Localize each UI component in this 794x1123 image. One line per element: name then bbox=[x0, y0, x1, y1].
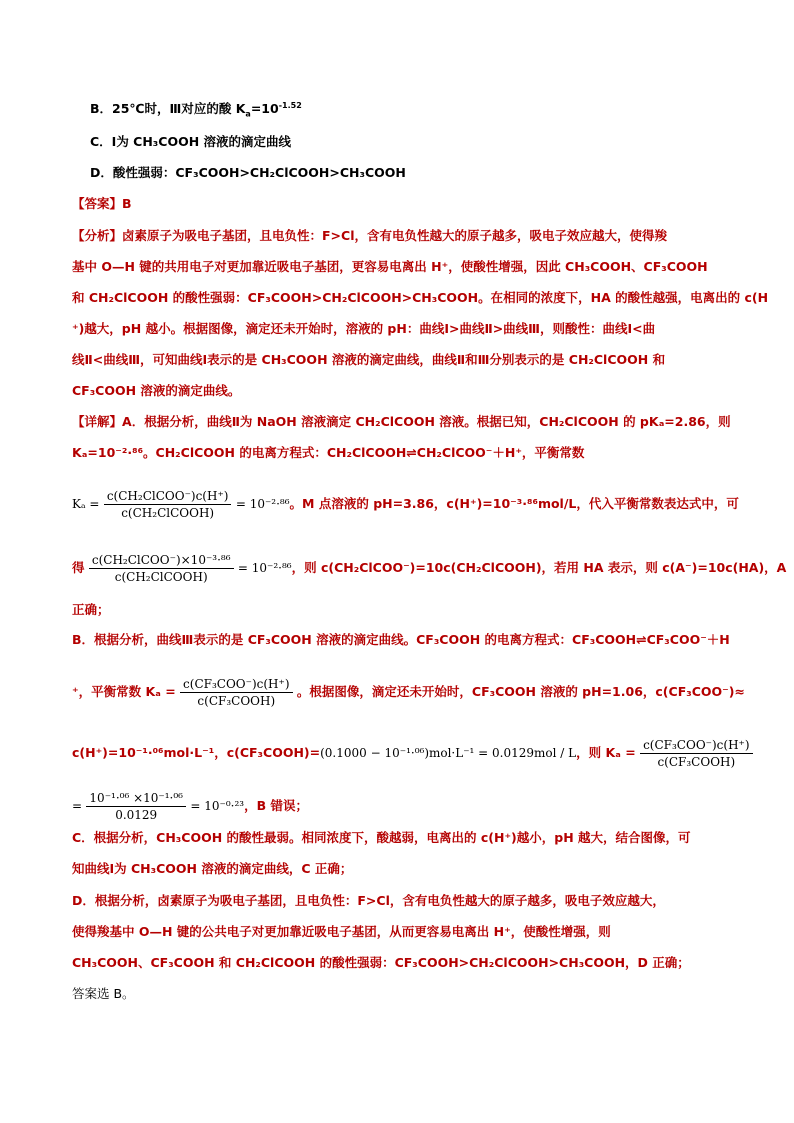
cf3-ka-fraction: $\frac{\text{c(CF₃COO⁻)c(H⁺)}}{\text{c(CF₃COOH)}}$ bbox=[180, 676, 292, 709]
analysis-line-1: 【分析】卤素原子为吸电子基团，且电负性：F>Cl，含有电负性越大的原子越多，吸电子效应越大，使得羧 bbox=[72, 228, 667, 243]
analysis-line-5: 线Ⅱ<曲线Ⅲ，可知曲线Ⅰ表示的是 CH₃COOH 溶液的滴定曲线，曲线Ⅱ和Ⅲ分别表示的是 CH₂ClCOOH 和 bbox=[72, 352, 666, 367]
analysis-line-2: 基中 O—H 键的共用电子对更加靠近吸电子基团，更容易电离出 H⁺，使酸性增强，因此 CH₃COOH、CF₃COOH bbox=[72, 259, 708, 274]
detail-a-line-1: 【详解】A．根据分析，曲线Ⅱ为 NaOH 溶液滴定 CH₂ClCOOH 溶液。根据已知，CH₂ClCOOH 的 pKₐ=2.86，则 bbox=[72, 414, 731, 429]
final-answer: 答案选 B。 bbox=[72, 986, 135, 1001]
analysis-line-3: 和 CH₂ClCOOH 的酸性强弱：CF₃COOH>CH₂ClCOOH>CH₃COOH。在相同的浓度下，HA 的酸性越强，电离出的 c(H bbox=[72, 290, 769, 305]
detail-d-line-3: CH₃COOH、CF₃COOH 和 CH₂ClCOOH 的酸性强弱：CF₃COOH>CH₂ClCOOH>CH₃COOH，D 正确； bbox=[72, 955, 690, 970]
detail-b-line-2: ⁺，平衡常数 Kₐ = $\frac{\text{c(CF₃COO⁻)c(H⁺)}}{\text{c(CF₃COOH)}}$ 。根据图像，滴定还未开始时，CF₃COOH 溶液的 pH=1.06，c(CF₃COO⁻)≈ bbox=[72, 677, 745, 708]
cf3-ka-fraction-2: $\frac{\text{c(CF₃COO⁻)c(H⁺)}}{\text{c(CF₃COOH)}}$ bbox=[640, 737, 752, 770]
option-b: B．25℃时，Ⅲ对应的酸 $K_a=10^{-1.52}$ bbox=[90, 100, 302, 119]
detail-a-line-5: 正确； bbox=[72, 602, 110, 617]
detail-a-line-2: Kₐ=10⁻²·⁸⁶。CH₂ClCOOH 的电离方程式：CH₂ClCOOH⇌CH₂ClCOO⁻＋H⁺，平衡常数 bbox=[72, 445, 585, 460]
detail-b-line-3: c(H⁺)=10⁻¹·⁰⁶mol·L⁻¹，c(CF₃COOH)=(0.1000 − 10⁻¹·⁰⁶)mol·L⁻¹ = 0.0129mol / L，则 Kₐ = $\frac{\text{c(CF₃COO⁻)c(H⁺)}}{\text{c(CF₃COOH)}}$ bbox=[72, 737, 753, 770]
analysis-line-4: ⁺)越大，pH 越小。根据图像，滴定还未开始时，溶液的 pH：曲线Ⅰ>曲线Ⅱ>曲线Ⅲ，则酸性：曲线Ⅰ<曲 bbox=[72, 321, 656, 336]
answer-value: B bbox=[122, 196, 132, 211]
cf3-ka-value-fraction: $\frac{\text{10⁻¹·⁰⁶ ×10⁻¹·⁰⁶}}{0.0129}$ bbox=[86, 790, 186, 823]
analysis-label: 【分析】 bbox=[72, 228, 123, 243]
detail-b-line-1: B．根据分析，曲线Ⅲ表示的是 CF₃COOH 溶液的滴定曲线。CF₃COOH 的电离方程式：CF₃COOH⇌CF₃COO⁻＋H bbox=[72, 632, 730, 647]
ka-fraction: $\frac{\text{c(CH₂ClCOO⁻)c(H⁺)}}{\text{c(CH₂ClCOOH)}}$ bbox=[104, 488, 232, 521]
detail-b-line-4: = $\frac{\text{10⁻¹·⁰⁶ ×10⁻¹·⁰⁶}}{0.0129}$ = 10⁻⁰·²³，B 错误； bbox=[72, 791, 308, 822]
option-d: D．酸性强弱：CF₃COOH>CH₂ClCOOH>CH₃COOH bbox=[90, 165, 406, 180]
substituted-fraction: $\frac{\text{c(CH₂ClCOO⁻)×10⁻³·⁸⁶}}{\text{c(CH₂ClCOOH)}}$ bbox=[89, 552, 234, 585]
detail-c-line-2: 知曲线Ⅰ为 CH₃COOH 溶液的滴定曲线，C 正确； bbox=[72, 861, 353, 876]
option-c: C．Ⅰ为 CH₃COOH 溶液的滴定曲线 bbox=[90, 134, 292, 149]
detail-c-line-1: C．根据分析，CH₃COOH 的酸性最弱。相同浓度下，酸越弱，电离出的 c(H⁺)越小，pH 越大，结合图像，可 bbox=[72, 830, 691, 845]
answer-line bbox=[72, 195, 132, 213]
analysis-line-6: CF₃COOH 溶液的滴定曲线。 bbox=[72, 383, 241, 398]
detail-d-line-2: 使得羧基中 O—H 键的公共电子对更加靠近吸电子基团，从而更容易电离出 H⁺，使酸性增强，则 bbox=[72, 924, 611, 939]
detail-d-line-1: D．根据分析，卤素原子为吸电子基团，且电负性：F>Cl，含有电负性越大的原子越多，吸电子效应越大， bbox=[72, 893, 665, 908]
detail-label: 【详解】 bbox=[72, 414, 123, 429]
detail-a-equation-1: Kₐ = $\frac{\text{c(CH₂ClCOO⁻)c(H⁺)}}{\text{c(CH₂ClCOOH)}}$ = 10⁻²·⁸⁶。M 点溶液的 pH=3.86，c(H⁺)=10⁻³·⁸⁶mol/L，代入平衡常数表达式中，可 bbox=[72, 489, 739, 520]
detail-a-equation-2: 得 $\frac{\text{c(CH₂ClCOO⁻)×10⁻³·⁸⁶}}{\text{c(CH₂ClCOOH)}}$ = 10⁻²·⁸⁶，则 c(CH₂ClCOO⁻)=10c(CH₂ClCOOH)，若用 HA 表示，则 c(A⁻)=10c(HA)，A bbox=[72, 553, 787, 584]
answer-label: 【答案】 bbox=[72, 196, 123, 211]
